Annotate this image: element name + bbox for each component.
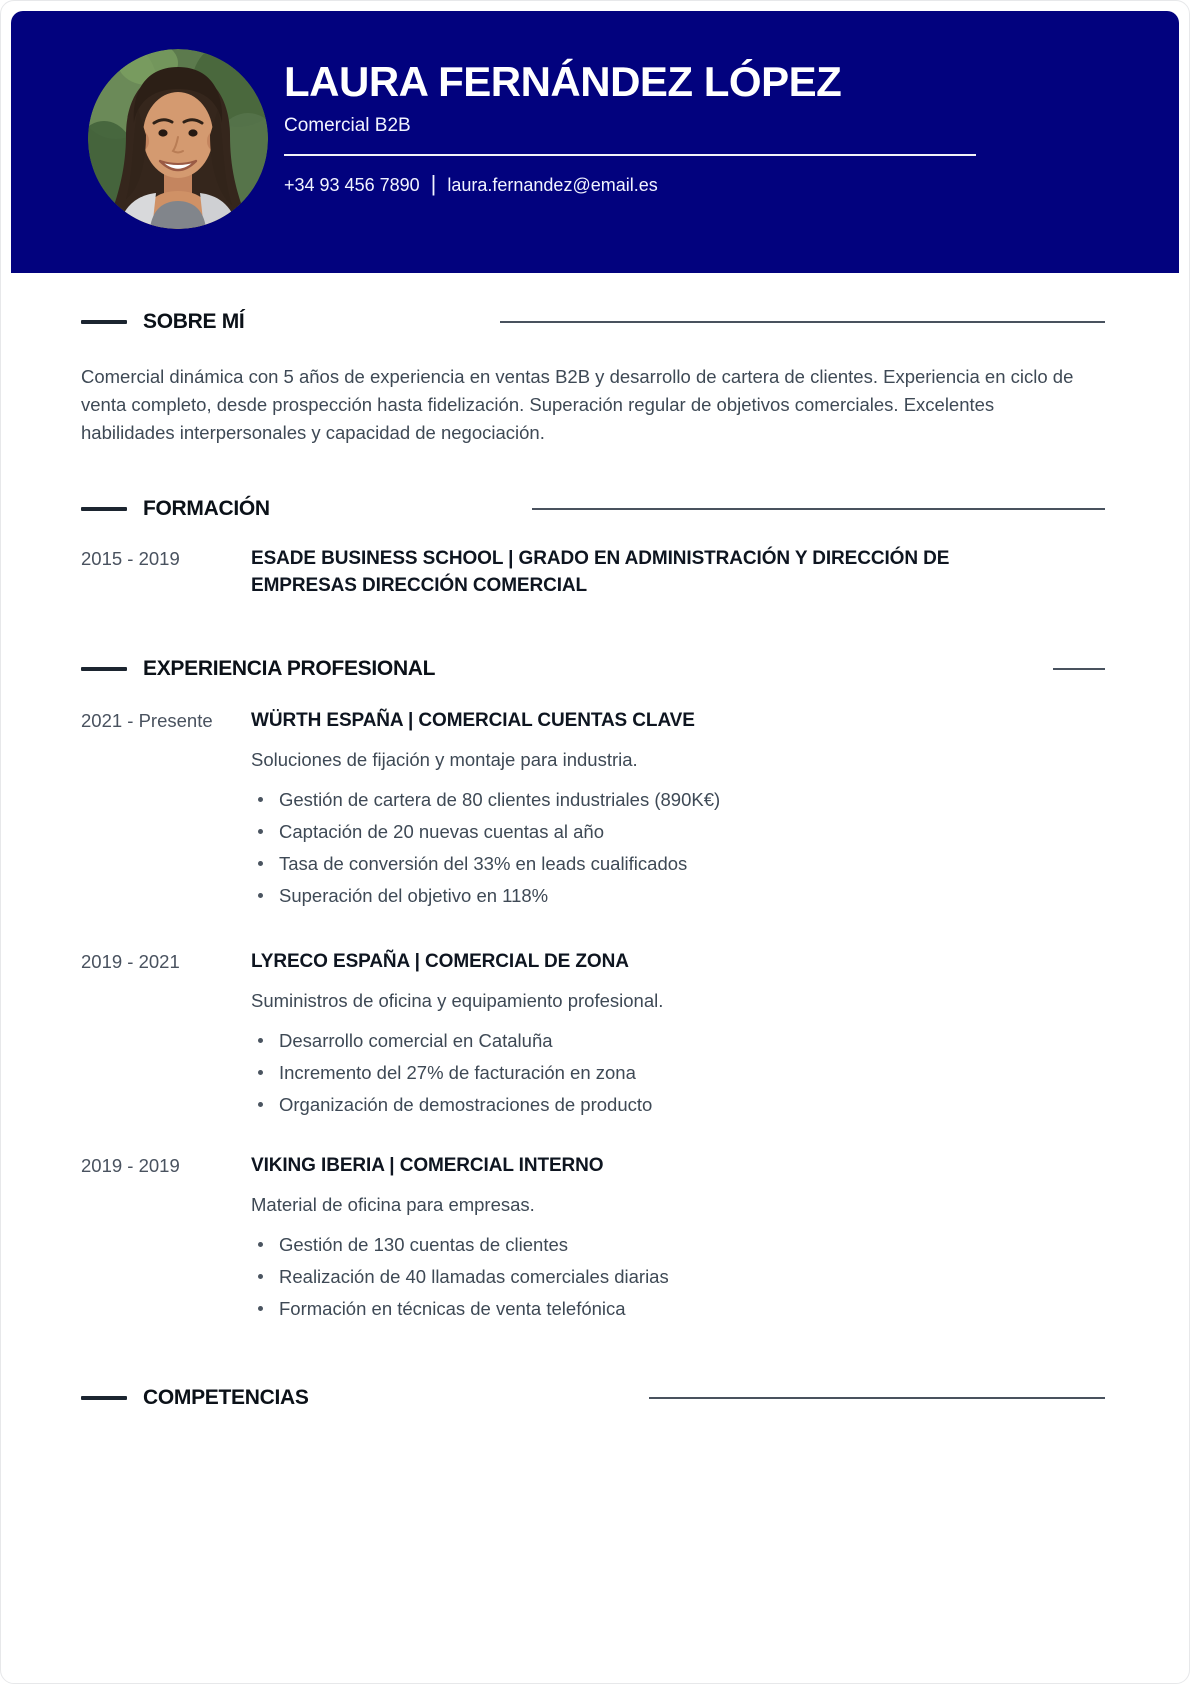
contact-separator: | (430, 171, 437, 196)
bullet-dot (258, 893, 263, 898)
header-text-block (284, 59, 1144, 196)
profile-photo (88, 49, 268, 229)
bullet-dot (258, 1274, 263, 1279)
section-title-education: FORMACIÓN (143, 497, 270, 520)
bullet-item (251, 1296, 1105, 1322)
bullet-text: Formación en técnicas de venta telefónica (279, 1298, 626, 1319)
phone-number: +34 93 456 7890 (284, 175, 420, 195)
education-period: 2015 - 2019 (81, 548, 180, 569)
candidate-role: Comercial B2B (284, 115, 411, 136)
experience-title: LYRECO ESPAÑA | COMERCIAL DE ZONA (251, 951, 629, 972)
bullet-text: Gestión de cartera de 80 clientes industriales (890K€) (279, 789, 721, 810)
bullet-item (251, 1264, 1105, 1290)
experience-entry (81, 707, 1105, 915)
section-heading-about (81, 308, 1105, 336)
experience-period: 2019 - 2021 (81, 951, 180, 972)
email-address: laura.fernandez@email.es (447, 175, 658, 195)
experience-bullet-list (251, 787, 1105, 909)
section-heading-education (81, 495, 1105, 523)
bullet-text: Organización de demostraciones de producto (279, 1094, 653, 1115)
cv-content (1, 308, 1189, 1412)
header-divider (284, 154, 976, 156)
heading-rule (649, 1397, 1105, 1399)
heading-dash (81, 507, 127, 511)
education-title: ESADE BUSINESS SCHOOL | GRADO EN ADMINISTRACIÓN Y DIRECCIÓN DE EMPRESAS DIRECCIÓN COMERCIAL (251, 548, 950, 596)
bullet-dot (258, 797, 263, 802)
bullet-dot (258, 861, 263, 866)
experience-description: Suministros de oficina y equipamiento profesional. (251, 990, 664, 1011)
experience-description: Material de oficina para empresas. (251, 1194, 535, 1215)
bullet-dot (258, 829, 263, 834)
heading-rule (1053, 668, 1105, 670)
experience-entry (81, 948, 1105, 1124)
experience-title: VIKING IBERIA | COMERCIAL INTERNO (251, 1155, 604, 1176)
experience-period: 2019 - 2019 (81, 1155, 180, 1176)
bullet-text: Desarrollo comercial en Cataluña (279, 1030, 553, 1051)
heading-dash (81, 667, 127, 671)
bullet-item (251, 883, 1105, 909)
bullet-text: Realización de 40 llamadas comerciales diarias (279, 1266, 669, 1287)
section-heading-experience (81, 655, 1105, 683)
candidate-name: LAURA FERNÁNDEZ LÓPEZ (284, 58, 842, 105)
experience-title: WÜRTH ESPAÑA | COMERCIAL CUENTAS CLAVE (251, 710, 695, 731)
bullet-text: Superación del objetivo en 118% (279, 885, 549, 906)
header-banner (11, 11, 1179, 273)
experience-bullet-list (251, 1028, 1105, 1118)
profile-photo-illustration (88, 49, 268, 229)
bullet-text: Gestión de 130 cuentas de clientes (279, 1234, 568, 1255)
bullet-dot (258, 1242, 263, 1247)
heading-rule (500, 321, 1105, 323)
contact-line (284, 171, 1144, 196)
bullet-item (251, 1028, 1105, 1054)
section-title-about: SOBRE MÍ (143, 310, 245, 333)
bullet-item (251, 1232, 1105, 1258)
section-title-skills: COMPETENCIAS (143, 1386, 309, 1409)
section-heading-skills (81, 1384, 1105, 1412)
experience-bullet-list (251, 1232, 1105, 1322)
heading-dash (81, 320, 127, 324)
bullet-item (251, 1092, 1105, 1118)
bullet-dot (258, 1070, 263, 1075)
experience-period: 2021 - Presente (81, 710, 213, 731)
heading-rule (532, 508, 1105, 510)
education-entry (81, 545, 1105, 599)
bullet-text: Captación de 20 nuevas cuentas al año (279, 821, 605, 842)
experience-entry (81, 1152, 1105, 1328)
about-paragraph: Comercial dinámica con 5 años de experiencia en ventas B2B y desarrollo de cartera de clientes. Experiencia en ciclo de venta completo, desde prospección hasta fidelización. Superación regular de objetivos comerciales. Excelentes habilidades interpersonales y capacidad de negociación. (81, 366, 1074, 443)
bullet-dot (258, 1102, 263, 1107)
section-title-experience: EXPERIENCIA PROFESIONAL (143, 657, 436, 680)
bullet-item (251, 819, 1105, 845)
bullet-text: Incremento del 27% de facturación en zona (279, 1062, 636, 1083)
bullet-item (251, 1060, 1105, 1086)
heading-dash (81, 1396, 127, 1400)
bullet-dot (258, 1038, 263, 1043)
experience-description: Soluciones de fijación y montaje para industria. (251, 749, 638, 770)
bullet-dot (258, 1306, 263, 1311)
bullet-item (251, 787, 1105, 813)
bullet-item (251, 851, 1105, 877)
bullet-text: Tasa de conversión del 33% en leads cualificados (279, 853, 688, 874)
